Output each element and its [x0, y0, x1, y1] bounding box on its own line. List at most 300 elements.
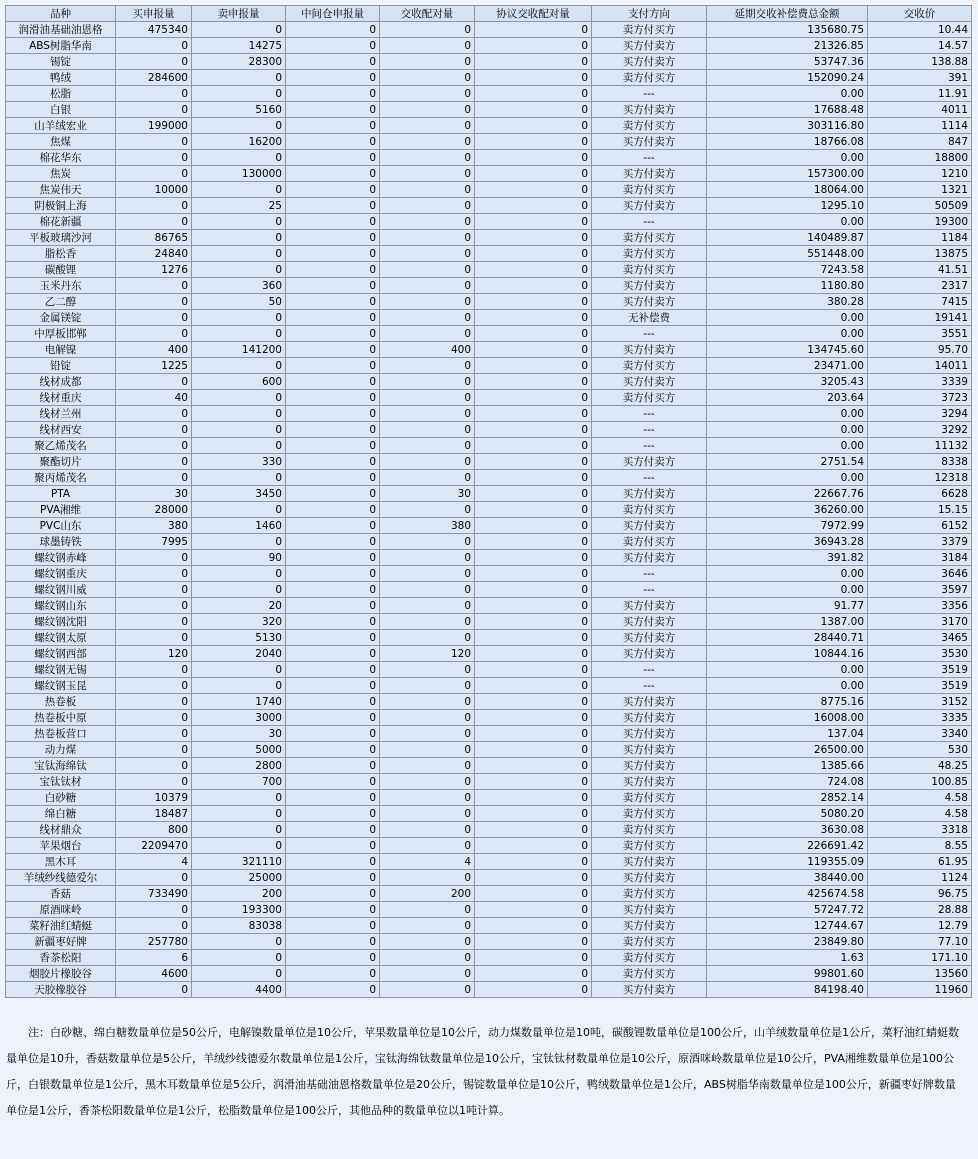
cell-sell-quantity: 3450 — [192, 486, 286, 502]
cell-matched-quantity: 0 — [380, 662, 475, 678]
cell-delivery-price: 11132 — [868, 438, 972, 454]
cell-compensation-amount: 137.04 — [707, 726, 868, 742]
cell-compensation-amount: 0.00 — [707, 662, 868, 678]
cell-payment-direction: 卖方付买方 — [592, 70, 707, 86]
cell-agreement-matched-quantity: 0 — [475, 262, 592, 278]
cell-payment-direction: 买方付卖方 — [592, 454, 707, 470]
cell-intermediate-quantity: 0 — [286, 54, 380, 70]
cell-sell-quantity: 0 — [192, 534, 286, 550]
cell-intermediate-quantity: 0 — [286, 198, 380, 214]
cell-intermediate-quantity: 0 — [286, 86, 380, 102]
cell-variety: 电解镍 — [6, 342, 116, 358]
cell-compensation-amount: 380.28 — [707, 294, 868, 310]
cell-buy-quantity: 0 — [116, 550, 192, 566]
cell-intermediate-quantity: 0 — [286, 806, 380, 822]
cell-matched-quantity: 0 — [380, 950, 475, 966]
cell-variety: 宝钛海绵钛 — [6, 758, 116, 774]
cell-sell-quantity: 0 — [192, 326, 286, 342]
cell-delivery-price: 14.57 — [868, 38, 972, 54]
cell-agreement-matched-quantity: 0 — [475, 86, 592, 102]
table-row — [6, 86, 972, 102]
cell-payment-direction: 买方付卖方 — [592, 518, 707, 534]
cell-buy-quantity: 0 — [116, 902, 192, 918]
cell-payment-direction: 买方付卖方 — [592, 758, 707, 774]
table-row — [6, 966, 972, 982]
cell-payment-direction: 卖方付买方 — [592, 934, 707, 950]
cell-matched-quantity: 0 — [380, 582, 475, 598]
table-row — [6, 934, 972, 950]
cell-intermediate-quantity: 0 — [286, 118, 380, 134]
cell-variety: ABS树脂华南 — [6, 38, 116, 54]
cell-agreement-matched-quantity: 0 — [475, 214, 592, 230]
cell-matched-quantity: 0 — [380, 326, 475, 342]
cell-agreement-matched-quantity: 0 — [475, 166, 592, 182]
cell-intermediate-quantity: 0 — [286, 342, 380, 358]
cell-delivery-price: 12318 — [868, 470, 972, 486]
cell-payment-direction: --- — [592, 406, 707, 422]
cell-matched-quantity: 0 — [380, 134, 475, 150]
cell-compensation-amount: 551448.00 — [707, 246, 868, 262]
cell-agreement-matched-quantity: 0 — [475, 22, 592, 38]
cell-buy-quantity: 257780 — [116, 934, 192, 950]
cell-buy-quantity: 0 — [116, 742, 192, 758]
cell-matched-quantity: 0 — [380, 70, 475, 86]
cell-intermediate-quantity: 0 — [286, 294, 380, 310]
cell-agreement-matched-quantity: 0 — [475, 198, 592, 214]
cell-delivery-price: 4.58 — [868, 806, 972, 822]
cell-matched-quantity: 0 — [380, 198, 475, 214]
cell-payment-direction: 买方付卖方 — [592, 902, 707, 918]
cell-buy-quantity: 24840 — [116, 246, 192, 262]
header-agreement-matched-quantity: 协议交收配对量 — [475, 6, 592, 22]
cell-intermediate-quantity: 0 — [286, 22, 380, 38]
cell-payment-direction: 买方付卖方 — [592, 982, 707, 998]
cell-agreement-matched-quantity: 0 — [475, 38, 592, 54]
cell-delivery-price: 3318 — [868, 822, 972, 838]
cell-buy-quantity: 199000 — [116, 118, 192, 134]
cell-matched-quantity: 0 — [380, 934, 475, 950]
table-row — [6, 790, 972, 806]
table-row — [6, 246, 972, 262]
cell-compensation-amount: 303116.80 — [707, 118, 868, 134]
cell-delivery-price: 1124 — [868, 870, 972, 886]
cell-buy-quantity: 733490 — [116, 886, 192, 902]
cell-matched-quantity: 0 — [380, 22, 475, 38]
cell-intermediate-quantity: 0 — [286, 742, 380, 758]
cell-variety: PVC山东 — [6, 518, 116, 534]
cell-variety: 原酒咪岭 — [6, 902, 116, 918]
cell-variety: 苹果烟台 — [6, 838, 116, 854]
cell-compensation-amount: 28440.71 — [707, 630, 868, 646]
cell-sell-quantity: 1460 — [192, 518, 286, 534]
cell-sell-quantity: 0 — [192, 950, 286, 966]
header-sell-quantity: 卖申报量 — [192, 6, 286, 22]
cell-sell-quantity: 0 — [192, 678, 286, 694]
table-row — [6, 710, 972, 726]
cell-sell-quantity: 1740 — [192, 694, 286, 710]
cell-variety: 锡锭 — [6, 54, 116, 70]
cell-delivery-price: 48.25 — [868, 758, 972, 774]
cell-sell-quantity: 321110 — [192, 854, 286, 870]
cell-payment-direction: 买方付卖方 — [592, 918, 707, 934]
cell-intermediate-quantity: 0 — [286, 774, 380, 790]
cell-agreement-matched-quantity: 0 — [475, 870, 592, 886]
cell-sell-quantity: 25000 — [192, 870, 286, 886]
cell-variety: 螺纹钢玉昆 — [6, 678, 116, 694]
cell-compensation-amount: 1.63 — [707, 950, 868, 966]
cell-delivery-price: 2317 — [868, 278, 972, 294]
table-row — [6, 630, 972, 646]
cell-buy-quantity: 0 — [116, 166, 192, 182]
cell-payment-direction: 卖方付买方 — [592, 886, 707, 902]
cell-delivery-price: 391 — [868, 70, 972, 86]
cell-delivery-price: 11.91 — [868, 86, 972, 102]
cell-compensation-amount: 99801.60 — [707, 966, 868, 982]
cell-compensation-amount: 18064.00 — [707, 182, 868, 198]
cell-matched-quantity: 0 — [380, 822, 475, 838]
cell-variety: 白银 — [6, 102, 116, 118]
cell-buy-quantity: 0 — [116, 614, 192, 630]
header-compensation-amount: 延期交收补偿费总金额 — [707, 6, 868, 22]
cell-payment-direction: 买方付卖方 — [592, 854, 707, 870]
cell-delivery-price: 3551 — [868, 326, 972, 342]
cell-compensation-amount: 91.77 — [707, 598, 868, 614]
cell-sell-quantity: 0 — [192, 310, 286, 326]
cell-matched-quantity: 0 — [380, 550, 475, 566]
cell-compensation-amount: 1385.66 — [707, 758, 868, 774]
cell-compensation-amount: 135680.75 — [707, 22, 868, 38]
cell-sell-quantity: 14275 — [192, 38, 286, 54]
cell-payment-direction: --- — [592, 662, 707, 678]
table-row — [6, 726, 972, 742]
cell-agreement-matched-quantity: 0 — [475, 54, 592, 70]
table-row — [6, 678, 972, 694]
cell-intermediate-quantity: 0 — [286, 982, 380, 998]
cell-intermediate-quantity: 0 — [286, 950, 380, 966]
cell-variety: 螺纹钢山东 — [6, 598, 116, 614]
cell-delivery-price: 3152 — [868, 694, 972, 710]
cell-variety: 绵白糖 — [6, 806, 116, 822]
cell-agreement-matched-quantity: 0 — [475, 390, 592, 406]
cell-variety: 黑木耳 — [6, 854, 116, 870]
table-row — [6, 102, 972, 118]
cell-intermediate-quantity: 0 — [286, 726, 380, 742]
cell-intermediate-quantity: 0 — [286, 278, 380, 294]
cell-intermediate-quantity: 0 — [286, 614, 380, 630]
cell-intermediate-quantity: 0 — [286, 422, 380, 438]
cell-matched-quantity: 0 — [380, 118, 475, 134]
cell-payment-direction: 买方付卖方 — [592, 614, 707, 630]
cell-intermediate-quantity: 0 — [286, 246, 380, 262]
cell-buy-quantity: 2209470 — [116, 838, 192, 854]
cell-intermediate-quantity: 0 — [286, 662, 380, 678]
cell-buy-quantity: 0 — [116, 438, 192, 454]
cell-intermediate-quantity: 0 — [286, 230, 380, 246]
cell-buy-quantity: 0 — [116, 582, 192, 598]
cell-payment-direction: 买方付卖方 — [592, 278, 707, 294]
cell-payment-direction: 卖方付买方 — [592, 246, 707, 262]
cell-matched-quantity: 0 — [380, 214, 475, 230]
cell-sell-quantity: 0 — [192, 966, 286, 982]
cell-buy-quantity: 0 — [116, 598, 192, 614]
cell-payment-direction: 买方付卖方 — [592, 374, 707, 390]
cell-variety: PTA — [6, 486, 116, 502]
cell-sell-quantity: 2040 — [192, 646, 286, 662]
cell-compensation-amount: 203.64 — [707, 390, 868, 406]
cell-matched-quantity: 0 — [380, 54, 475, 70]
table-row — [6, 982, 972, 998]
cell-buy-quantity: 0 — [116, 38, 192, 54]
table-row — [6, 582, 972, 598]
cell-matched-quantity: 0 — [380, 438, 475, 454]
cell-buy-quantity: 40 — [116, 390, 192, 406]
table-row — [6, 70, 972, 86]
cell-buy-quantity: 0 — [116, 374, 192, 390]
cell-sell-quantity: 0 — [192, 806, 286, 822]
cell-variety: 新疆枣好牌 — [6, 934, 116, 950]
cell-delivery-price: 3335 — [868, 710, 972, 726]
cell-compensation-amount: 0.00 — [707, 438, 868, 454]
cell-sell-quantity: 330 — [192, 454, 286, 470]
cell-matched-quantity: 0 — [380, 806, 475, 822]
cell-buy-quantity: 1225 — [116, 358, 192, 374]
cell-payment-direction: 买方付卖方 — [592, 38, 707, 54]
header-intermediate-quantity: 中间仓申报量 — [286, 6, 380, 22]
table-row — [6, 230, 972, 246]
cell-delivery-price: 41.51 — [868, 262, 972, 278]
cell-compensation-amount: 425674.58 — [707, 886, 868, 902]
table-row — [6, 806, 972, 822]
cell-variety: 线材鼎众 — [6, 822, 116, 838]
cell-sell-quantity: 0 — [192, 70, 286, 86]
cell-variety: 螺纹钢沈阳 — [6, 614, 116, 630]
cell-buy-quantity: 10379 — [116, 790, 192, 806]
cell-matched-quantity: 120 — [380, 646, 475, 662]
cell-delivery-price: 10.44 — [868, 22, 972, 38]
cell-compensation-amount: 157300.00 — [707, 166, 868, 182]
cell-intermediate-quantity: 0 — [286, 358, 380, 374]
cell-intermediate-quantity: 0 — [286, 630, 380, 646]
cell-delivery-price: 95.70 — [868, 342, 972, 358]
cell-payment-direction: 买方付卖方 — [592, 774, 707, 790]
cell-agreement-matched-quantity: 0 — [475, 726, 592, 742]
cell-compensation-amount: 12744.67 — [707, 918, 868, 934]
cell-sell-quantity: 0 — [192, 214, 286, 230]
cell-variety: 铅锭 — [6, 358, 116, 374]
cell-intermediate-quantity: 0 — [286, 406, 380, 422]
cell-compensation-amount: 226691.42 — [707, 838, 868, 854]
cell-matched-quantity: 0 — [380, 246, 475, 262]
cell-intermediate-quantity: 0 — [286, 566, 380, 582]
cell-sell-quantity: 5160 — [192, 102, 286, 118]
cell-compensation-amount: 1387.00 — [707, 614, 868, 630]
cell-delivery-price: 3530 — [868, 646, 972, 662]
cell-intermediate-quantity: 0 — [286, 438, 380, 454]
cell-buy-quantity: 0 — [116, 326, 192, 342]
cell-buy-quantity: 4600 — [116, 966, 192, 982]
table-row — [6, 406, 972, 422]
cell-buy-quantity: 0 — [116, 422, 192, 438]
cell-compensation-amount: 3205.43 — [707, 374, 868, 390]
cell-compensation-amount: 7243.58 — [707, 262, 868, 278]
cell-intermediate-quantity: 0 — [286, 758, 380, 774]
cell-sell-quantity: 0 — [192, 822, 286, 838]
cell-compensation-amount: 17688.48 — [707, 102, 868, 118]
cell-matched-quantity: 0 — [380, 502, 475, 518]
cell-compensation-amount: 7972.99 — [707, 518, 868, 534]
table-row — [6, 262, 972, 278]
cell-matched-quantity: 0 — [380, 86, 475, 102]
cell-intermediate-quantity: 0 — [286, 326, 380, 342]
cell-agreement-matched-quantity: 0 — [475, 310, 592, 326]
cell-sell-quantity: 0 — [192, 182, 286, 198]
table-row — [6, 534, 972, 550]
header-payment-direction: 支付方向 — [592, 6, 707, 22]
cell-intermediate-quantity: 0 — [286, 966, 380, 982]
cell-sell-quantity: 141200 — [192, 342, 286, 358]
cell-variety: 螺纹钢重庆 — [6, 566, 116, 582]
cell-matched-quantity: 0 — [380, 710, 475, 726]
cell-sell-quantity: 2800 — [192, 758, 286, 774]
cell-delivery-price: 3356 — [868, 598, 972, 614]
cell-buy-quantity: 800 — [116, 822, 192, 838]
table-row — [6, 134, 972, 150]
cell-sell-quantity: 30 — [192, 726, 286, 742]
table-row — [6, 422, 972, 438]
cell-compensation-amount: 0.00 — [707, 582, 868, 598]
cell-variety: 润滑油基础油恩格 — [6, 22, 116, 38]
cell-sell-quantity: 0 — [192, 262, 286, 278]
cell-agreement-matched-quantity: 0 — [475, 902, 592, 918]
cell-sell-quantity: 16200 — [192, 134, 286, 150]
cell-compensation-amount: 0.00 — [707, 310, 868, 326]
cell-buy-quantity: 284600 — [116, 70, 192, 86]
cell-payment-direction: 买方付卖方 — [592, 710, 707, 726]
cell-sell-quantity: 0 — [192, 790, 286, 806]
cell-buy-quantity: 0 — [116, 710, 192, 726]
cell-agreement-matched-quantity: 0 — [475, 230, 592, 246]
cell-payment-direction: 卖方付买方 — [592, 806, 707, 822]
cell-delivery-price: 3723 — [868, 390, 972, 406]
table-row — [6, 598, 972, 614]
cell-agreement-matched-quantity: 0 — [475, 470, 592, 486]
cell-variety: 线材重庆 — [6, 390, 116, 406]
cell-sell-quantity: 200 — [192, 886, 286, 902]
cell-agreement-matched-quantity: 0 — [475, 966, 592, 982]
cell-delivery-price: 3292 — [868, 422, 972, 438]
cell-intermediate-quantity: 0 — [286, 646, 380, 662]
table-header-row — [6, 6, 972, 22]
cell-payment-direction: 买方付卖方 — [592, 870, 707, 886]
cell-intermediate-quantity: 0 — [286, 70, 380, 86]
table-row — [6, 118, 972, 134]
cell-buy-quantity: 0 — [116, 726, 192, 742]
cell-matched-quantity: 0 — [380, 278, 475, 294]
cell-payment-direction: 卖方付买方 — [592, 390, 707, 406]
cell-variety: 焦煤 — [6, 134, 116, 150]
cell-payment-direction: 卖方付买方 — [592, 358, 707, 374]
cell-variety: 球墨铸铁 — [6, 534, 116, 550]
cell-sell-quantity: 0 — [192, 502, 286, 518]
cell-compensation-amount: 0.00 — [707, 150, 868, 166]
cell-variety: 香菇 — [6, 886, 116, 902]
cell-buy-quantity: 0 — [116, 54, 192, 70]
cell-agreement-matched-quantity: 0 — [475, 806, 592, 822]
cell-variety: 聚酯切片 — [6, 454, 116, 470]
cell-variety: 羊绒纱线德爱尔 — [6, 870, 116, 886]
cell-matched-quantity: 0 — [380, 870, 475, 886]
cell-payment-direction: --- — [592, 470, 707, 486]
cell-sell-quantity: 3000 — [192, 710, 286, 726]
cell-intermediate-quantity: 0 — [286, 678, 380, 694]
cell-variety: 棉花新疆 — [6, 214, 116, 230]
cell-intermediate-quantity: 0 — [286, 150, 380, 166]
cell-payment-direction: 卖方付买方 — [592, 230, 707, 246]
cell-variety: 线材成都 — [6, 374, 116, 390]
table-row — [6, 166, 972, 182]
cell-payment-direction: 买方付卖方 — [592, 694, 707, 710]
cell-delivery-price: 171.10 — [868, 950, 972, 966]
table-row — [6, 870, 972, 886]
cell-buy-quantity: 0 — [116, 566, 192, 582]
cell-compensation-amount: 21326.85 — [707, 38, 868, 54]
cell-agreement-matched-quantity: 0 — [475, 294, 592, 310]
cell-intermediate-quantity: 0 — [286, 454, 380, 470]
cell-compensation-amount: 0.00 — [707, 678, 868, 694]
cell-sell-quantity: 50 — [192, 294, 286, 310]
cell-variety: 螺纹钢川威 — [6, 582, 116, 598]
cell-buy-quantity: 0 — [116, 310, 192, 326]
cell-payment-direction: 买方付卖方 — [592, 742, 707, 758]
cell-matched-quantity: 0 — [380, 598, 475, 614]
cell-buy-quantity: 30 — [116, 486, 192, 502]
cell-intermediate-quantity: 0 — [286, 934, 380, 950]
cell-buy-quantity: 0 — [116, 694, 192, 710]
cell-variety: 天胶橡胶谷 — [6, 982, 116, 998]
cell-delivery-price: 3379 — [868, 534, 972, 550]
header-buy-quantity: 买申报量 — [116, 6, 192, 22]
cell-variety: 宝钛钛材 — [6, 774, 116, 790]
cell-matched-quantity: 0 — [380, 470, 475, 486]
cell-agreement-matched-quantity: 0 — [475, 278, 592, 294]
cell-compensation-amount: 23471.00 — [707, 358, 868, 374]
cell-variety: 玉米丹东 — [6, 278, 116, 294]
cell-delivery-price: 50509 — [868, 198, 972, 214]
table-row — [6, 902, 972, 918]
cell-matched-quantity: 0 — [380, 838, 475, 854]
cell-agreement-matched-quantity: 0 — [475, 678, 592, 694]
cell-intermediate-quantity: 0 — [286, 790, 380, 806]
cell-compensation-amount: 5080.20 — [707, 806, 868, 822]
cell-buy-quantity: 0 — [116, 214, 192, 230]
cell-sell-quantity: 0 — [192, 934, 286, 950]
cell-sell-quantity: 0 — [192, 406, 286, 422]
cell-agreement-matched-quantity: 0 — [475, 566, 592, 582]
cell-matched-quantity: 0 — [380, 790, 475, 806]
cell-compensation-amount: 0.00 — [707, 406, 868, 422]
cell-compensation-amount: 0.00 — [707, 470, 868, 486]
cell-delivery-price: 847 — [868, 134, 972, 150]
cell-compensation-amount: 119355.09 — [707, 854, 868, 870]
table-row — [6, 518, 972, 534]
table-row — [6, 38, 972, 54]
cell-compensation-amount: 57247.72 — [707, 902, 868, 918]
cell-variety: 热卷板中原 — [6, 710, 116, 726]
cell-compensation-amount: 152090.24 — [707, 70, 868, 86]
cell-agreement-matched-quantity: 0 — [475, 358, 592, 374]
cell-buy-quantity: 0 — [116, 150, 192, 166]
cell-delivery-price: 7415 — [868, 294, 972, 310]
